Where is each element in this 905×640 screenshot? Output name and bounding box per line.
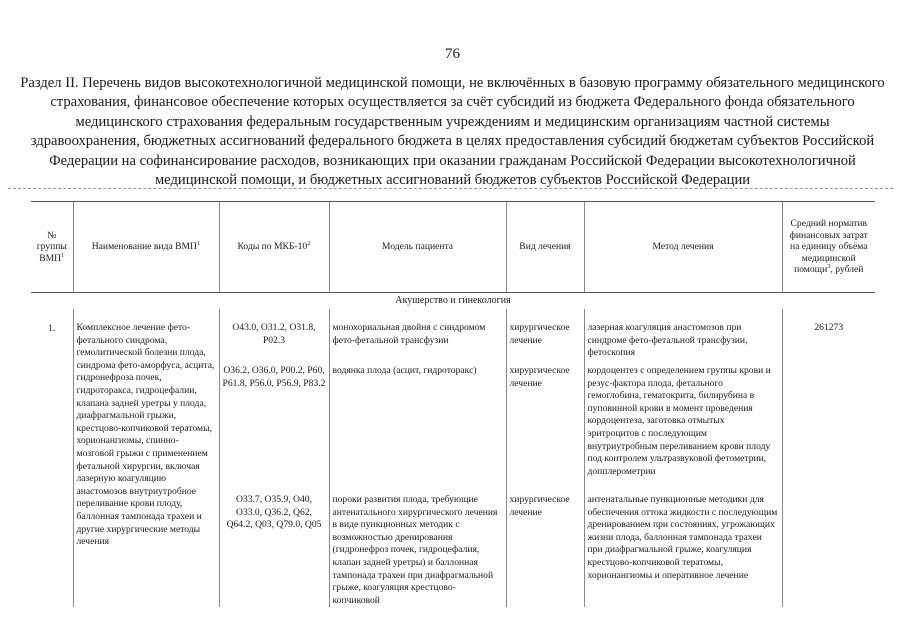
- vmp-table: [31, 201, 875, 607]
- header-method: Метод лечения: [584, 202, 782, 293]
- row-name: Комплексное лечение фето-фетального синдрома, гемолитической болезни плода, синдрома фето-аморфуса, асцита, гидронефроза почек, гидроторакса, гидроцефалии, клапана задней уретры у плода, диафрагмальной грыжи, крестцово-копчиковой тератомы, хорионангиомы, спинно-мозговой грыжи с применением фетальной хирургии, включая лазерную коагуляцию анастомозов внутриутробное переливание крови плоду, баллонная тампонада трахеи и другие хирургические методы лечения: [73, 309, 219, 607]
- header-treatment: Вид лечения: [506, 202, 584, 293]
- row-model: [329, 309, 506, 607]
- table-row: [31, 309, 875, 607]
- method-1: лазерная коагуляция анастомозов при синдроме фето-фетальной трансфузии, фетоскопия: [587, 322, 748, 359]
- row-method: [584, 309, 782, 607]
- header-codes: Коды по МКБ-$10^2$: [219, 202, 329, 293]
- model-3: пороки развития плода, требующие антенатального хирургического лечения в виде пункционных методик с возможностью дренирования (гидронефроз почек, гидроцефалия, клапан задней уретры) и баллонная тампонада трахеи при диафрагмальной грыже, коагуляция крестцово-копчиковой: [332, 494, 498, 606]
- row-codes: [219, 309, 329, 607]
- header-group: № группы ВМП$^1$: [31, 202, 73, 293]
- table-header-row: [31, 202, 875, 293]
- codes-1: O43.0, O31.2, O31.8, P02.3: [232, 322, 316, 346]
- header-cost: Средний норматив финансовых затрат на единицу объёма медицинской помощи$^3$, рублей: [782, 202, 875, 293]
- row-cost: 261273: [782, 309, 875, 607]
- treatment-2: хирургическое лечение: [509, 365, 570, 389]
- section-row: [31, 293, 875, 310]
- codes-3: O33.7, O35.9, O40, O33.0, Q36.2, Q62, Q64.2, Q03, Q79.0, Q05: [226, 494, 322, 531]
- treatment-3: хирургическое лечение: [509, 494, 570, 518]
- page-number: 76: [445, 46, 460, 62]
- model-1: монохориальная двойня с синдромом фето-фетальной трансфузии: [332, 322, 486, 346]
- method-3: антенатальные пункционные методики для обеспечения оттока жидкости с последующим дренированием при состояниях, угрожающих жизни плода, баллонная тампонада трахеи при диафрагмальной грыже, коагуляция крестцово-копчиковой тератомы, хорионангиомы и оперативное лечение: [587, 494, 778, 581]
- row-number: 1.: [48, 323, 56, 334]
- treatment-1: хирургическое лечение: [509, 322, 570, 346]
- codes-2: O36.2, O36.0, P00.2, P60, P61.8, P56.0, P56.9, P83.2: [222, 365, 326, 389]
- section-title: Раздел II. Перечень видов высокотехнологичной медицинской помощи, не включённых в базовую программу обязательного медицинского страхования, финансовое обеспечение которых осуществляется за счёт субсидий из бюджета Федерального фонда обязательного медицинского страхования федеральным государственным учреждениям и медицинским организациям частной системы здравоохранения, бюджетных ассигнований федерального бюджета в целях предоставления субсидий бюджетам субъектов Российской Федерации на софинансирование расходов, возникающих при оказании гражданам Российской Федерации высокотехнологичной медицинской помощи, и бюджетных ассигнований бюджетов субъектов Российской Федерации: [20, 75, 885, 189]
- method-2: кордоцентез с определением группы крови и резус-фактора плода, фетального гемоглобина, гематокрита, билирубина в пуповинной крови в момент проведения кордоцентеза, заготовка отмытых эритроцитов с последующим внутриутробным переливанием крови плоду под контролем ультразвуковой фетометрии, допплерометрии: [587, 365, 771, 477]
- section-heading: Акушерство и гинекология: [395, 294, 511, 306]
- header-model: Модель пациента: [329, 202, 506, 293]
- row-treatment: [506, 309, 584, 607]
- model-2: водянка плода (асцит, гидроторакс): [332, 365, 477, 376]
- header-name: Наименование вида ВМП$^1$: [73, 202, 219, 293]
- dashed-separator: [8, 188, 893, 189]
